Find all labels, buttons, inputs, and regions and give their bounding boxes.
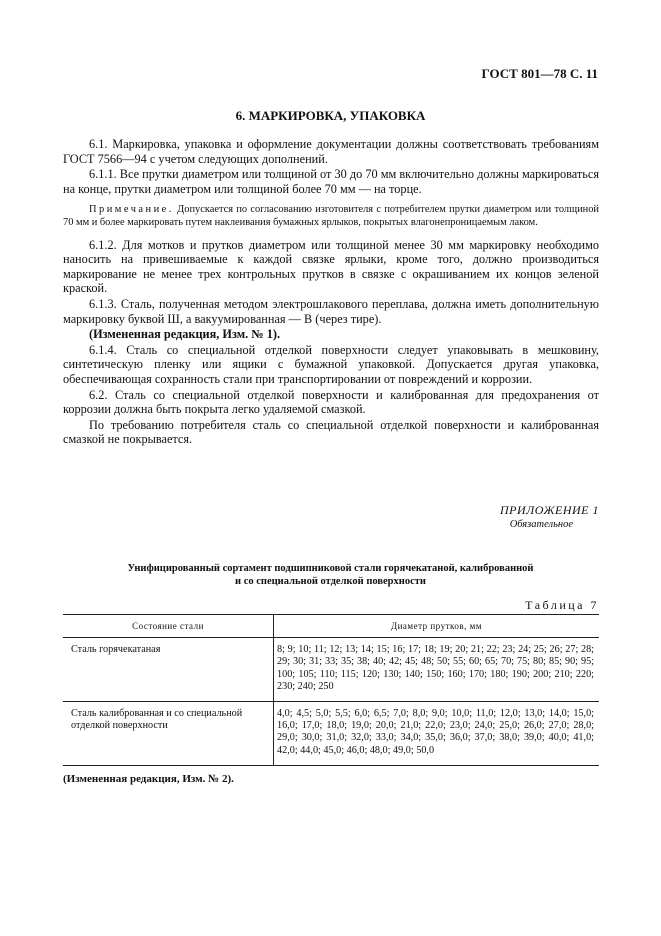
table-header-row bbox=[63, 615, 599, 638]
paragraph-6-1-2: 6.1.2. Для мотков и прутков диаметром или толщиной менее 30 мм маркировку необходимо наносить на привешиваемые к каждой связке ярлыки, кроме того, должно производиться маркирование не менее трех контрольных прутков в связке с окрашиванием их концов зеленой краской. bbox=[63, 237, 599, 296]
note-label: Примечание. bbox=[89, 204, 174, 216]
note-paragraph bbox=[63, 204, 599, 229]
revision-note-2: (Измененная редакция, Изм. № 2). bbox=[63, 773, 234, 785]
section-body bbox=[63, 137, 599, 448]
revision-note-1: (Измененная редакция, Изм. № 1). bbox=[89, 327, 281, 342]
paragraph-6-1: 6.1. Маркировка, упаковка и оформление документации должны соответствовать требованиям ГОСТ 7566—94 с учетом следующих дополнений. bbox=[63, 137, 599, 166]
table-row bbox=[63, 702, 599, 766]
table-cell-diameters: 4,0; 4,5; 5,0; 5,5; 6,0; 6,5; 7,0; 8,0; 9,0; 10,0; 11,0; 12,0; 13,0; 14,0; 15,0; 16,0; 17,0; 18,0; 19,0; 20,0; 21,0; 22,0; 23,0; 24,0; 25,0; 26,0; 27,0; 28,0; 29,0; 30,0; 31,0; 32,0; 33,0; 34,0; 35,0; 36,0; 37,0; 38,0; 39,0; 40,0; 41,0; 42,0; 44,0; 45,0; 46,0; 48,0; 49,0; 50,0 bbox=[274, 702, 600, 766]
paragraph-6-1-4: 6.1.4. Сталь со специальной отделкой поверхности следует упаковывать в мешковину, синтетическую пленку или ящики с бумажной упаковкой. Допускается другая упаковка, обеспечивающая сохранность стали при транспортировании от повреждений и коррозии. bbox=[63, 342, 599, 386]
appendix-heading bbox=[500, 503, 599, 530]
paragraph-6-2: 6.2. Сталь со специальной отделкой поверхности и калиброванная для предохранения от коррозии должна быть покрыта легко удаляемой смазкой. bbox=[63, 387, 599, 417]
column-header-diameter: Диаметр прутков, мм bbox=[274, 615, 600, 638]
table-title-line-2: и со специальной отделкой поверхности bbox=[235, 576, 426, 587]
paragraph-6-1-3: 6.1.3. Сталь, полученная методом электрошлакового переплава, должна иметь дополнительную маркировку буквой Ш, а вакуумированная — В (через тире). bbox=[63, 296, 599, 326]
page-header: ГОСТ 801—78 С. 11 bbox=[481, 66, 598, 81]
appendix-title: ПРИЛОЖЕНИЕ 1 bbox=[500, 503, 599, 517]
appendix-subtitle: Обязательное bbox=[509, 519, 573, 530]
section-title: 6. МАРКИРОВКА, УПАКОВКА bbox=[235, 108, 426, 123]
table-cell-state: Сталь горячекатаная bbox=[63, 638, 274, 702]
table-cell-diameters: 8; 9; 10; 11; 12; 13; 14; 15; 16; 17; 18; 19; 20; 21; 22; 23; 24; 25; 26; 27; 28; 29; 30; 31; 33; 35; 38; 40; 42; 45; 48; 50; 55; 60; 65; 70; 75; 80; 85; 90; 95; 100; 105; 110; 115; 120; 130; 140; 150; 160; 170; 180; 190; 200; 210; 220; 230; 240; 250 bbox=[277, 644, 594, 692]
table-title bbox=[0, 562, 661, 588]
table-row bbox=[63, 638, 599, 702]
table-title-line-1: Унифицированный сортамент подшипниковой стали горячекатаной, калиброванной bbox=[127, 563, 534, 574]
sortament-table bbox=[63, 614, 599, 766]
paragraph-final: По требованию потребителя сталь со специальной отделкой поверхности и калиброванная смазкой не покрывается. bbox=[63, 417, 599, 447]
table-label: Таблица 7 bbox=[525, 598, 599, 612]
table-cell-state: Сталь калиброванная и со специальной отделкой поверхности bbox=[63, 702, 274, 766]
paragraph-6-1-1: 6.1.1. Все прутки диаметром или толщиной от 30 до 70 мм включительно должны маркироваться на конце, прутки диаметром или толщиной более 70 мм — на торце. bbox=[63, 167, 599, 196]
note-text: Допускается по согласованию изготовителя с потребителем прутки диаметром или толщиной 70 мм и более маркировать путем наклеивания бумажных ярлыков, покрытых влагонепроницаемым лаком. bbox=[63, 204, 599, 228]
column-header-state: Состояние стали bbox=[63, 615, 274, 638]
